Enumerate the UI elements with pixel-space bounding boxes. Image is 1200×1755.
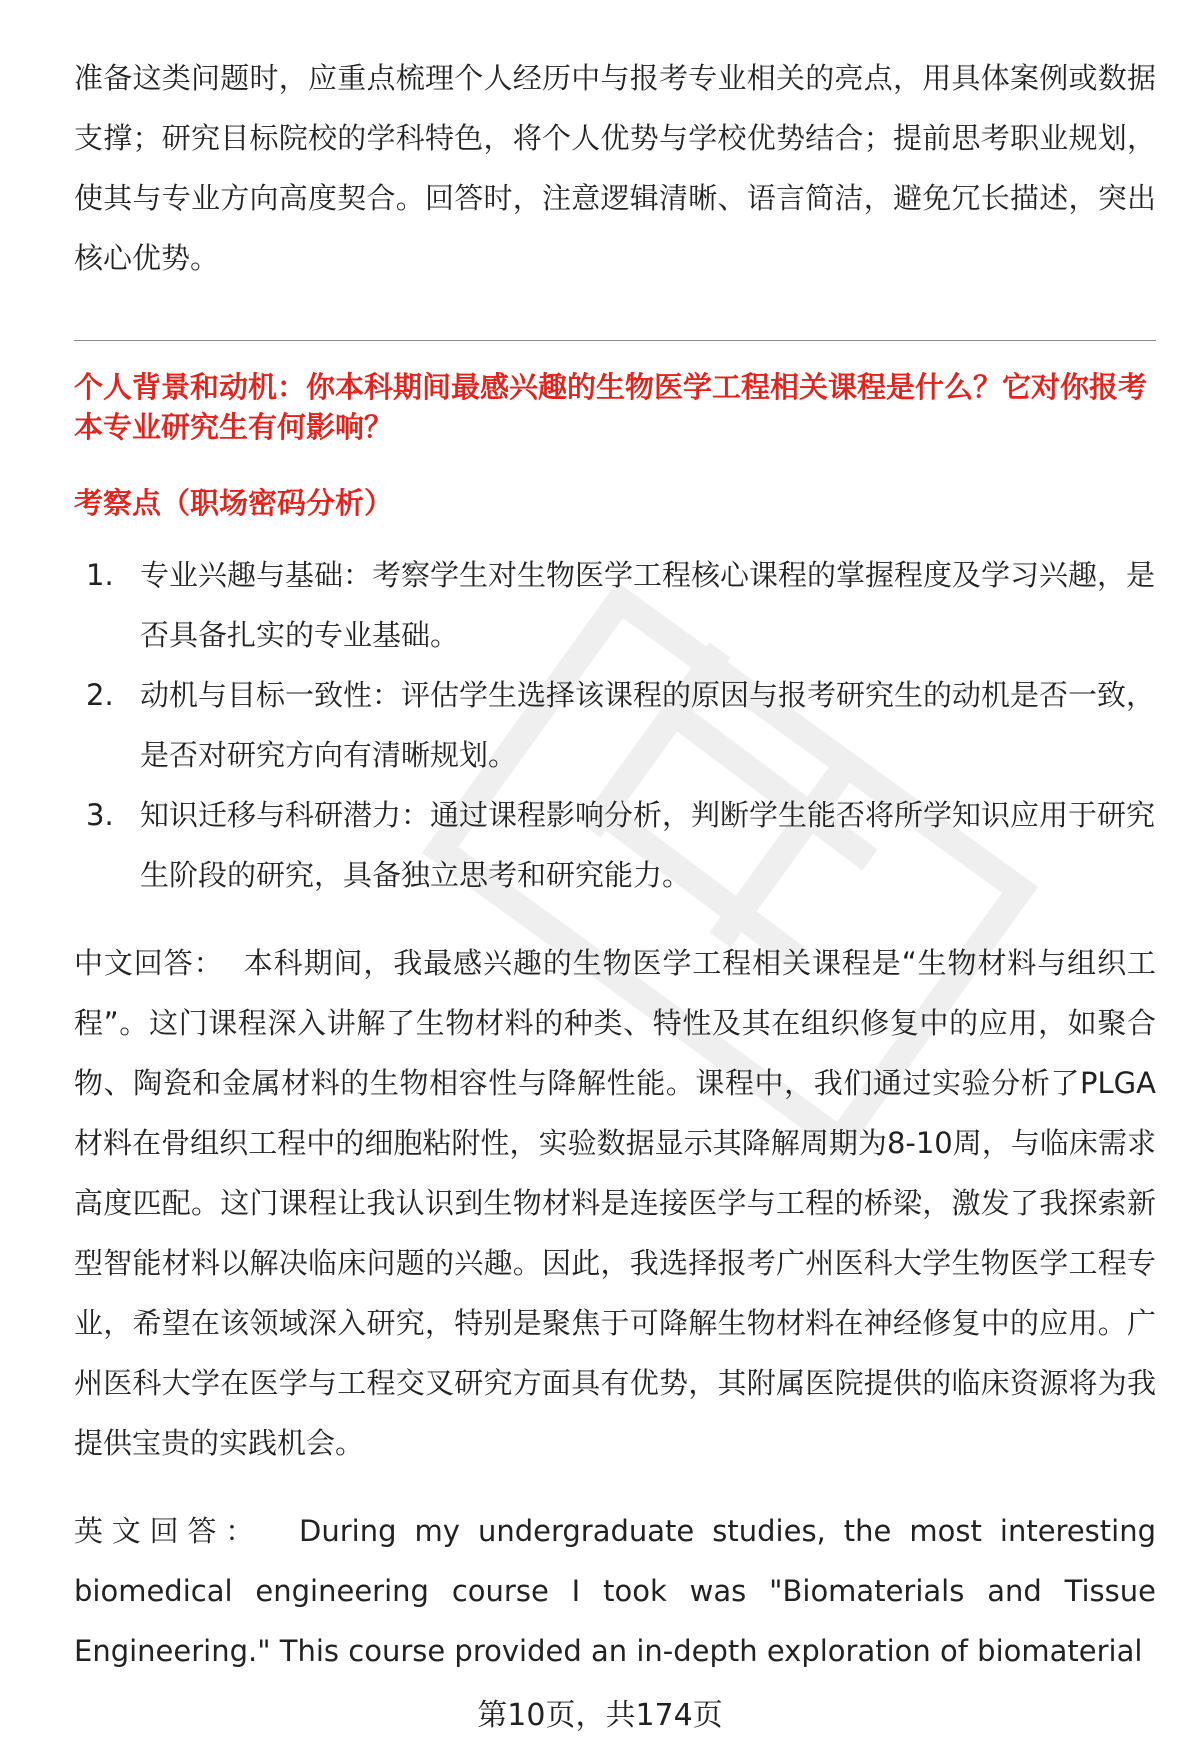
english-answer-text: During my undergraduate studies, the most interesting biomedical engineering course I took was "Biomaterials and Tissue Engineering." This course provided an in-depth exploration of biomaterial xyxy=(74,1514,1156,1668)
points-list xyxy=(74,545,1156,905)
intro-paragraph: 准备这类问题时，应重点梳理个人经历中与报考专业相关的亮点，用具体案例或数据支撑；研究目标院校的学科特色，将个人优势与学校优势结合；提前思考职业规划，使其与专业方向高度契合。回答时，注意逻辑清晰、语言简洁，避免冗长描述，突出核心优势。 xyxy=(74,61,1156,275)
list-item-text: 动机与目标一致性：评估学生选择该课程的原因与报考研究生的动机是否一致，是否对研究方向有清晰规划。 xyxy=(140,678,1156,772)
list-item xyxy=(74,785,1156,905)
page-footer: 第10页，共174页 xyxy=(477,1698,723,1733)
chinese-answer-text: 本科期间，我最感兴趣的生物医学工程相关课程是“生物材料与组织工程”。这门课程深入讲解了生物材料的种类、特性及其在组织修复中的应用，如聚合物、陶瓷和金属材料的生物相容性与降解性能。课程中，我们通过实验分析了PLGA材料在骨组织工程中的细胞粘附性，实验数据显示其降解周期为8-10周，与临床需求高度匹配。这门课程让我认识到生物材料是连接医学与工程的桥梁，激发了我探索新型智能材料以解决临床问题的兴趣。因此，我选择报考广州医科大学生物医学工程专业，希望在该领域深入研究，特别是聚焦于可降解生物材料在神经修复中的应用。广州医科大学在医学与工程交叉研究方面具有优势，其附属医院提供的临床资源将为我提供宝贵的实践机会。 xyxy=(74,946,1156,1460)
question-heading: 个人背景和动机：你本科期间最感兴趣的生物医学工程相关课程是什么？它对你报考本专业研究生有何影响？ xyxy=(74,370,1148,444)
list-item-number: 1. xyxy=(86,558,114,592)
section-divider xyxy=(74,340,1156,341)
chinese-answer-label: 中文回答： xyxy=(74,946,224,980)
document-content xyxy=(74,48,1156,1681)
list-item-number: 2. xyxy=(86,678,114,712)
list-item xyxy=(74,545,1156,665)
list-item-number: 3. xyxy=(86,798,114,832)
list-item xyxy=(74,665,1156,785)
list-item-text: 专业兴趣与基础：考察学生对生物医学工程核心课程的掌握程度及学习兴趣，是否具备扎实的专业基础。 xyxy=(140,558,1156,652)
english-answer xyxy=(74,1501,1156,1681)
points-title: 考察点（职场密码分析） xyxy=(74,486,394,520)
chinese-answer xyxy=(74,933,1156,1473)
english-answer-label: 英文回答： xyxy=(74,1514,263,1548)
list-item-text: 知识迁移与科研潜力：通过课程影响分析，判断学生能否将所学知识应用于研究生阶段的研究，具备独立思考和研究能力。 xyxy=(140,798,1156,892)
